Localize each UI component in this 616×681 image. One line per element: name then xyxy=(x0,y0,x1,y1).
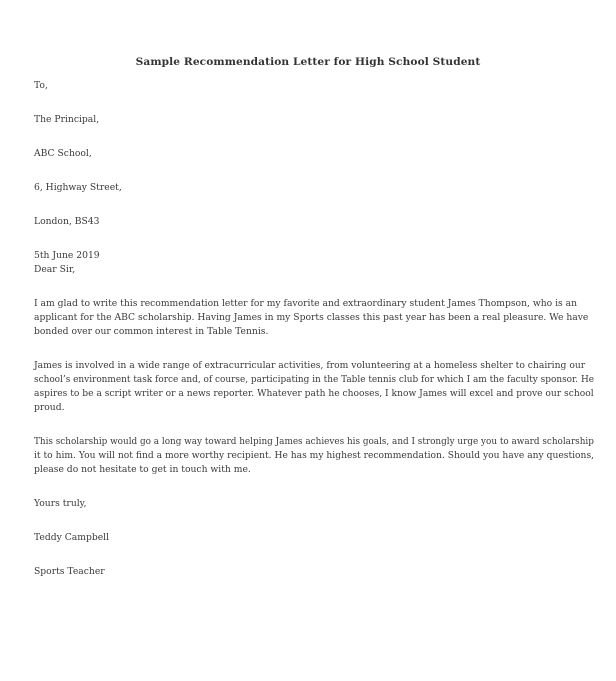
paragraph-line: it to him. You will not find a more worthy recipient. He has my highest recommendation. Should you have any questions, xyxy=(34,450,595,461)
letter-title: Sample Recommendation Letter for High School Student xyxy=(135,56,481,68)
paragraph-intro xyxy=(34,297,594,339)
paragraph-line: proud. xyxy=(34,402,65,413)
address-recipient: The Principal, xyxy=(34,114,100,125)
paragraph-line: school’s environment task force and, of course, participating in the Table tennis club for which I am the faculty sponsor. He xyxy=(34,374,595,385)
paragraph-line: This scholarship would go a long way toward helping James achieves his goals, and I strongly urge you to award scholarship xyxy=(34,436,594,447)
paragraph-line: James is involved in a wide range of extracurricular activities, from volunteering at a homeless shelter to chairing our xyxy=(34,360,586,371)
address-school: ABC School, xyxy=(34,148,92,159)
paragraph-activities xyxy=(34,359,594,415)
paragraph-line: I am glad to write this recommendation letter for my favorite and extraordinary student James Thompson, who is an xyxy=(34,298,578,309)
paragraph-line: bonded over our common interest in Table Tennis. xyxy=(34,326,269,337)
letter-date: 5th June 2019 xyxy=(34,250,100,261)
salutation: Dear Sir, xyxy=(34,264,76,275)
paragraph-line: applicant for the ABC scholarship. Having James in my Sports classes this past year has been a real pleasure. We have xyxy=(34,312,589,323)
address-to: To, xyxy=(34,80,48,91)
address-city: London, BS43 xyxy=(34,216,100,227)
signature-name: Teddy Campbell xyxy=(34,532,110,543)
signature-title: Sports Teacher xyxy=(34,566,105,577)
paragraph-recommendation xyxy=(34,435,594,477)
paragraph-line: aspires to be a script writer or a news reporter. Whatever path he chooses, I know James will excel and prove our school xyxy=(34,388,594,399)
address-street: 6, Highway Street, xyxy=(34,182,122,193)
paragraph-line: please do not hesitate to get in touch with me. xyxy=(34,464,251,475)
closing: Yours truly, xyxy=(34,498,87,509)
